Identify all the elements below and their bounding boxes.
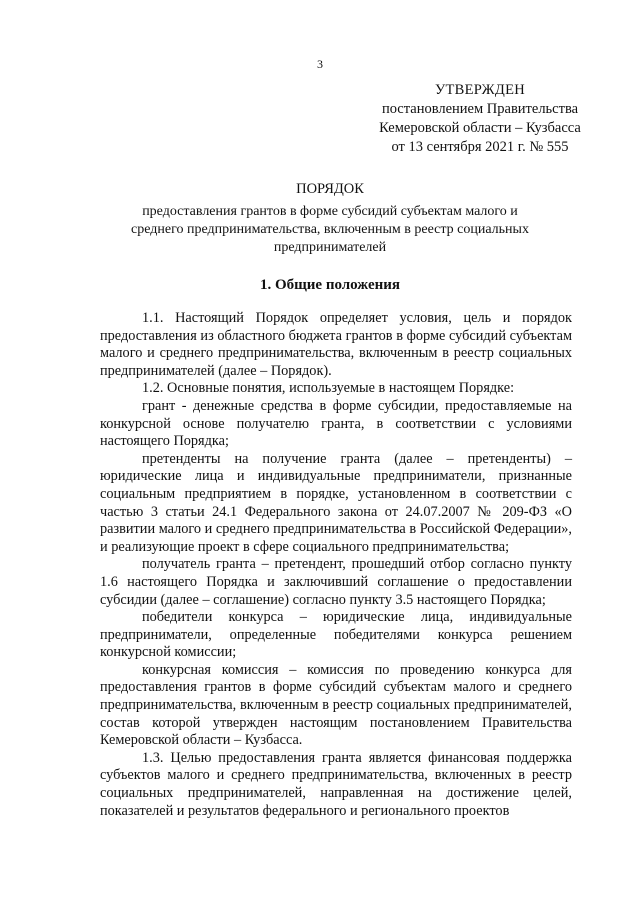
paragraph-1-3: 1.3. Целью предоставления гранта является финансовая поддержка субъектов малого и среднего предпринимательства, включенных в реестр социальных предпринимателей, направленная на достижение целей, показателей и результатов федерального и регионального проектов	[100, 749, 572, 819]
section-heading: 1. Общие положения	[259, 277, 401, 293]
approval-heading: УТВЕРЖДЕН	[434, 82, 526, 98]
approval-block	[350, 81, 610, 157]
paragraph-applicants-definition: претенденты на получение гранта (далее – претенденты) – юридические лица и индивидуальные предприниматели, признанные социальным предприятием в порядке, установленном в соответствии с частью 3 статьи 24.1 Федерального закона от 24.07.2007 № 209-ФЗ «О развитии малого и среднего предпринимательства в Российской Федерации», и реализующие проект в сфере социального предпринимательства;	[100, 450, 572, 555]
paragraph-commission-definition: конкурсная комиссия – комиссия по проведению конкурса для предоставления грантов в форме субсидий субъектам малого и среднего предпринимательства, включенным в реестр социальных предпринимателей, состав которой утвержден настоящим постановлением Правительства Кемеровской области – Кузбасса.	[100, 661, 572, 749]
approval-line-2: Кемеровской области – Кузбасса	[379, 120, 581, 136]
paragraph-1-1: 1.1. Настоящий Порядок определяет условия, цель и порядок предоставления из областного бюджета грантов в форме субсидий субъектам малого и среднего предпринимательства, включенным в реестр социальных предпринимателей (далее – Порядок).	[100, 310, 572, 379]
paragraph-winners-definition: победители конкурса – юридические лица, индивидуальные предприниматели, определенные победителями конкурса решением конкурсной комиссии;	[100, 609, 572, 661]
document-body	[100, 310, 572, 820]
page-number: 3	[317, 57, 323, 71]
paragraph-recipient-definition: получатель гранта – претендент, прошедший отбор согласно пункту 1.6 настоящего Порядка и заключивший соглашение о предоставлении субсидии (далее – соглашение) согласно пункту 3.5 настоящего Порядка;	[100, 556, 572, 608]
approval-line-1: постановлением Правительства	[381, 101, 579, 117]
paragraph-1-2: 1.2. Основные понятия, используемые в настоящем Порядке:	[142, 380, 515, 397]
approval-line-3: от 13 сентября 2021 г. № 555	[391, 139, 569, 155]
paragraph-grant-definition: грант - денежные средства в форме субсидии, предоставляемые на конкурсной основе получателю гранта, в соответствии с условиями настоящего Порядка;	[100, 397, 572, 450]
document-subtitle: предоставления грантов в форме субсидий субъектам малого и среднего предпринимательства, включенным в реестр социальных предпринимателей	[131, 204, 529, 255]
document-title: ПОРЯДОК	[296, 181, 364, 197]
